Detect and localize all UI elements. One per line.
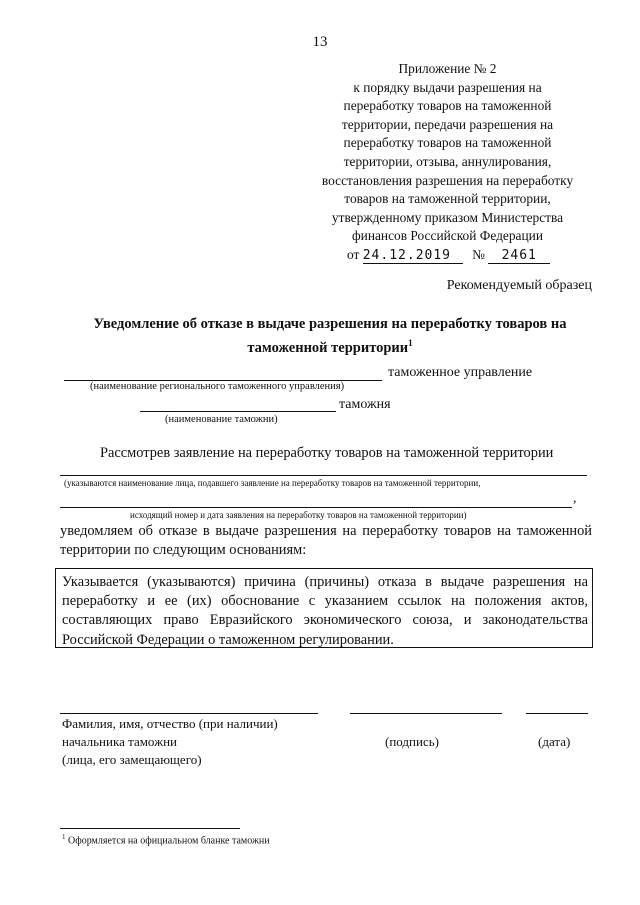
title-line-2: таможенной территории bbox=[247, 339, 409, 356]
customs-caption: (наименование таможни) bbox=[165, 414, 278, 425]
appendix-line: товаров на таможенной территории, bbox=[344, 191, 551, 207]
signature-field[interactable] bbox=[350, 713, 502, 714]
application-number-field[interactable] bbox=[60, 507, 572, 508]
appendix-line: территории, отзыва, аннулирования, bbox=[343, 153, 552, 169]
appendix-line: к порядку выдачи разрешения на bbox=[353, 79, 542, 95]
regional-office-caption: (наименование регионального таможенного управления) bbox=[90, 381, 345, 392]
number-prefix: № bbox=[472, 246, 485, 262]
footnote-separator bbox=[60, 828, 240, 829]
appendix-header bbox=[305, 60, 590, 265]
date-prefix: от bbox=[347, 246, 360, 262]
footnote bbox=[62, 833, 270, 846]
application-number-caption: исходящий номер и дата заявления на переработку товаров на таможенной территории) bbox=[130, 510, 467, 520]
date-field[interactable] bbox=[526, 713, 588, 714]
appendix-line: Приложение № 2 bbox=[398, 61, 497, 76]
applicant-field[interactable] bbox=[60, 475, 587, 476]
signature-caption: (подпись) bbox=[385, 734, 439, 749]
applicant-caption: (указываются наименование лица, подавшего заявление на переработку товаров на таможенной территории, bbox=[64, 478, 481, 488]
appendix-line: территории, передачи разрешения на bbox=[341, 116, 554, 132]
sample-label: Рекомендуемый образец bbox=[446, 278, 592, 293]
document-title bbox=[60, 315, 600, 358]
appendix-line: утвержденному приказом Министерства bbox=[331, 209, 564, 225]
signatory-line: (лица, его замещающего) bbox=[62, 752, 202, 767]
date-caption: (дата) bbox=[538, 734, 571, 749]
signatory-name-caption bbox=[62, 715, 278, 769]
signatory-line: начальника таможни bbox=[62, 734, 178, 749]
order-date: 24.12.2019 bbox=[363, 249, 463, 264]
appendix-line: переработку товаров на таможенной bbox=[343, 135, 552, 151]
appendix-line: переработку товаров на таможенной bbox=[343, 98, 552, 114]
appendix-line: финансов Российской Федерации bbox=[351, 228, 543, 244]
customs-field[interactable] bbox=[140, 411, 336, 412]
footnote-mark: 1 bbox=[62, 833, 66, 841]
footnote-text: Оформляется на официальном бланке таможни bbox=[68, 835, 270, 847]
name-field[interactable] bbox=[60, 713, 318, 714]
title-line-1: Уведомление об отказе в выдаче разрешения на переработку товаров на bbox=[93, 316, 567, 332]
order-number: 2461 bbox=[488, 249, 550, 264]
regional-office-suffix: таможенное управление bbox=[388, 365, 533, 380]
order-date-line bbox=[305, 246, 590, 265]
comma: , bbox=[573, 491, 577, 506]
customs-suffix: таможня bbox=[339, 397, 391, 412]
reason-box: Указывается (указываются) причина (причины) отказа в выдаче разрешения на переработку и ее (их) обоснование с указанием ссылок на положения актов, составляющих право Евразийского экономического союза, и законодательства Российской Федерации о таможенном регулировании. bbox=[55, 568, 593, 648]
page-number: 13 bbox=[312, 34, 328, 50]
considered-text: Рассмотрев заявление на переработку товаров на таможенной территории bbox=[100, 445, 554, 461]
signatory-line: Фамилия, имя, отчество (при наличии) bbox=[62, 716, 278, 731]
title-footnote-mark: 1 bbox=[408, 338, 413, 348]
appendix-line: восстановления разрешения на переработку bbox=[321, 172, 574, 188]
notify-text: уведомляем об отказе в выдаче разрешения на переработку товаров на таможенной территории по следующим основаниям: bbox=[60, 523, 592, 558]
